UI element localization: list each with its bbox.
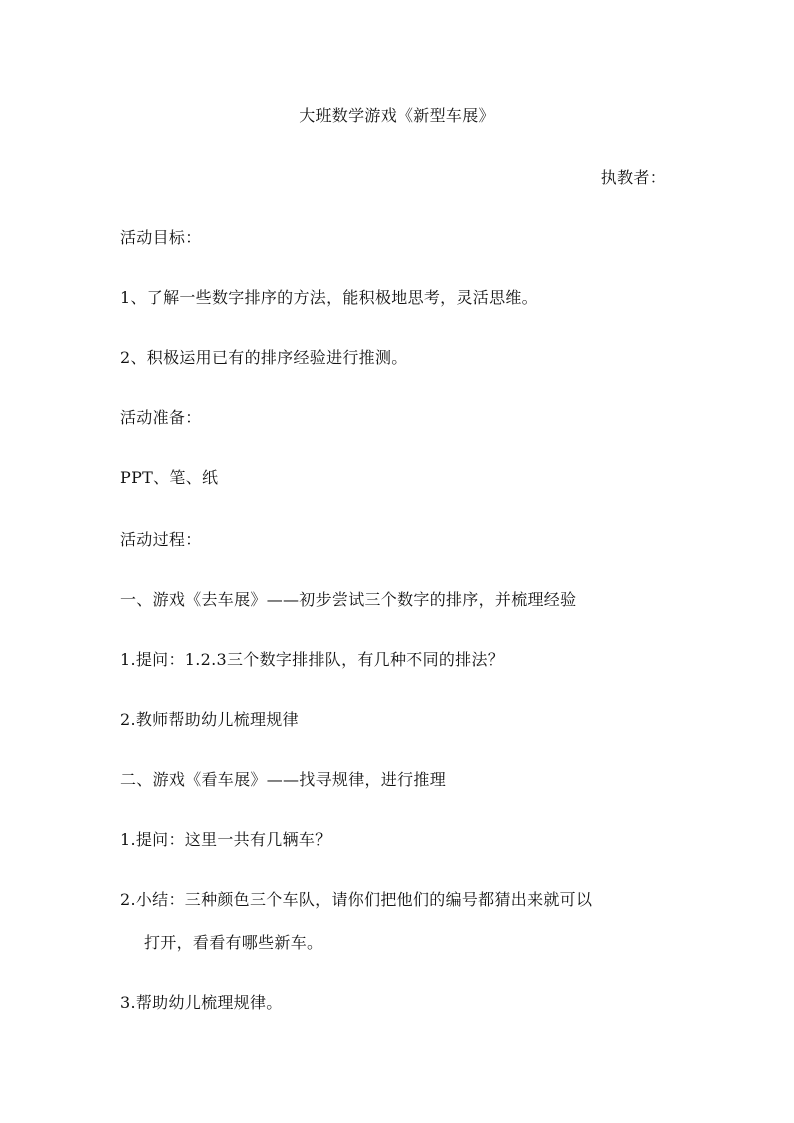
author-label: 执教者：	[600, 168, 666, 187]
part-2-step-1: 1.提问：这里一共有几辆车？	[120, 830, 332, 849]
goal-item-1: 1、了解一些数字排序的方法，能积极地思考，灵活思维。	[120, 288, 538, 307]
prep-heading: 活动准备：	[120, 408, 202, 427]
prep-items: PPT、笔、纸	[120, 468, 219, 487]
part-1-step-1: 1.提问：1.2.3三个数字排排队，有几种不同的排法？	[120, 650, 505, 669]
part-2-step-2: 2.小结：三种颜色三个车队，请你们把他们的编号都猜出来就可以	[120, 890, 593, 909]
document-title: 大班数学游戏《新型车展》	[299, 106, 495, 125]
process-heading: 活动过程：	[120, 530, 202, 549]
part-2-heading: 二、游戏《看车展》——找寻规律，进行推理	[120, 770, 447, 789]
part-2-step-2-continuation: 打开，看看有哪些新车。	[144, 933, 324, 952]
part-1-step-2: 2.教师帮助幼儿梳理规律	[120, 710, 299, 729]
goals-heading: 活动目标：	[120, 228, 202, 247]
part-2-step-3: 3.帮助幼儿梳理规律。	[120, 993, 283, 1012]
part-1-heading: 一、游戏《去车展》——初步尝试三个数字的排序，并梳理经验	[120, 590, 577, 609]
goal-item-2: 2、积极运用已有的排序经验进行推测。	[120, 348, 408, 367]
